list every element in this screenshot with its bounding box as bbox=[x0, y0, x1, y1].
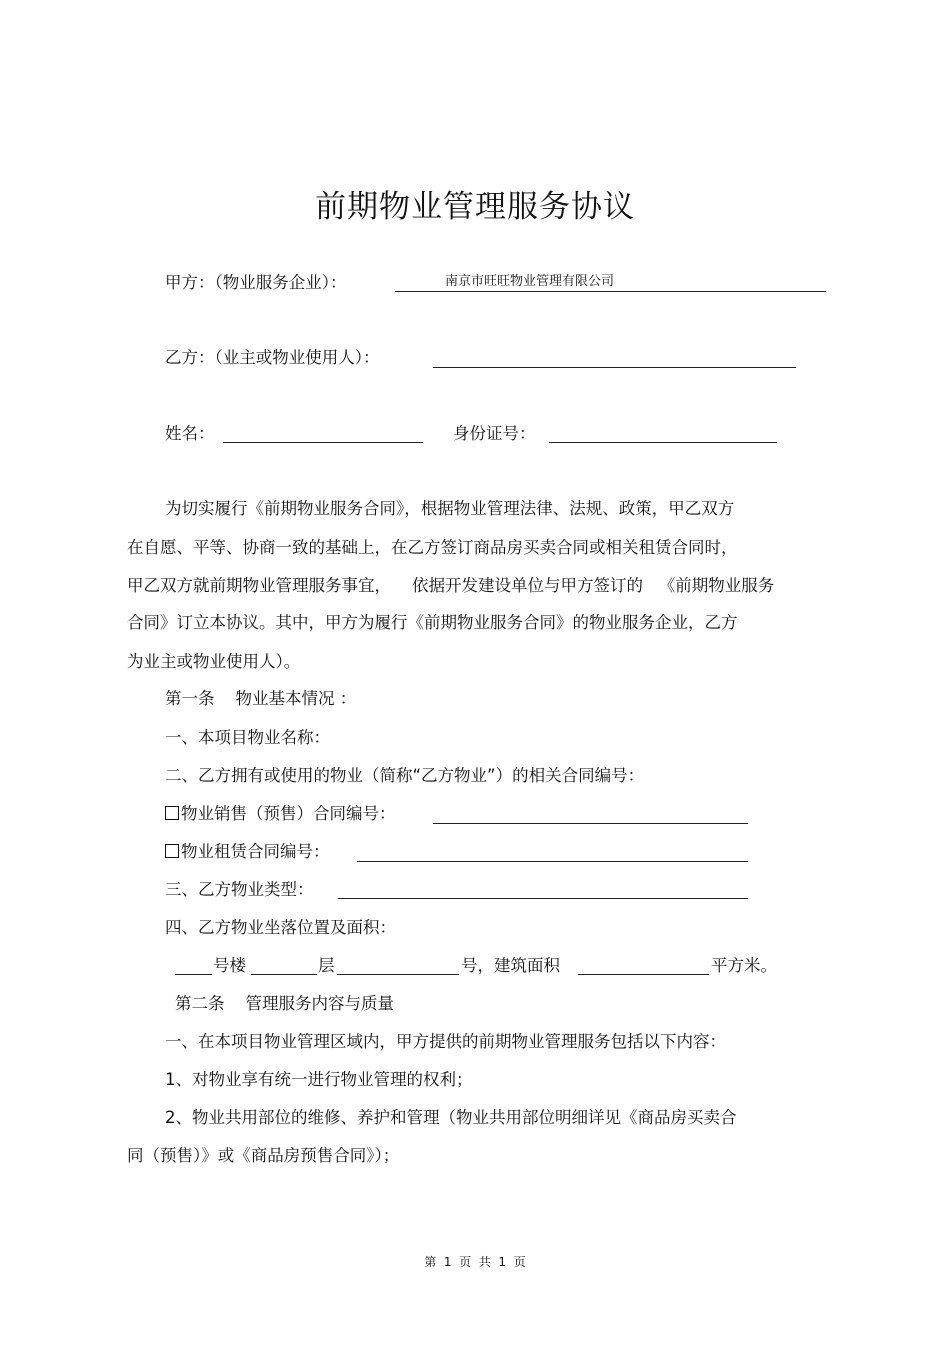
article-1-item-3: 三、乙方物业类型： bbox=[165, 880, 314, 899]
article-2-point-1: 1、对物业享有统一进行物业管理的权利； bbox=[165, 1070, 473, 1089]
document-title: 前期物业管理服务协议 bbox=[315, 189, 635, 225]
article-2-point-2-line-2: 同（预售）》或《商品房预售合同》）； bbox=[127, 1146, 400, 1165]
party-b-label: 乙方：（业主或物业使用人）： bbox=[165, 348, 380, 367]
intro-line-5: 为业主或物业使用人）。 bbox=[127, 652, 301, 671]
building-number-field[interactable] bbox=[175, 974, 212, 975]
article-1-heading: 第一条 物业基本情况 ： bbox=[165, 689, 357, 708]
article-2-heading: 第二条 管理服务内容与质量 bbox=[175, 994, 394, 1013]
intro-line-3: 甲乙双方就前期物业管理服务事宜， 依据开发建设单位与甲方签订的 《前期物业服务 bbox=[127, 576, 775, 595]
sale-contract-row bbox=[165, 804, 396, 824]
article-1-item-1: 一、本项目物业名称： bbox=[165, 728, 330, 747]
area-field[interactable] bbox=[578, 974, 709, 975]
lease-contract-row bbox=[165, 842, 330, 862]
area-suffix: 平方米。 bbox=[711, 956, 777, 975]
id-number-label: 身份证号： bbox=[453, 424, 536, 443]
intro-line-1: 为切实履行《前期物业服务合同》，根据物业管理法律、法规、政策，甲乙双方 bbox=[165, 499, 735, 518]
room-suffix: 号，建筑面积 bbox=[461, 956, 560, 975]
party-a-underline bbox=[395, 291, 826, 292]
name-field[interactable] bbox=[223, 442, 423, 443]
name-label: 姓名： bbox=[165, 424, 215, 443]
floor-suffix: 层 bbox=[318, 956, 335, 975]
article-1-item-2: 二、乙方拥有或使用的物业（简称“乙方物业”）的相关合同编号： bbox=[165, 766, 645, 785]
party-a-label: 甲方：（物业服务企业）： bbox=[165, 273, 347, 292]
party-b-field[interactable] bbox=[433, 367, 796, 368]
lease-contract-label: 物业租赁合同编号： bbox=[181, 842, 330, 861]
sale-contract-label: 物业销售（预售）合同编号： bbox=[181, 804, 396, 823]
id-number-field[interactable] bbox=[549, 442, 777, 443]
lease-contract-field[interactable] bbox=[357, 861, 748, 862]
intro-line-4: 合同》订立本协议。其中，甲方为履行《前期物业服务合同》的物业服务企业，乙方 bbox=[127, 613, 738, 632]
party-a-value[interactable]: 南京市旺旺物业管理有限公司 bbox=[445, 274, 615, 289]
lease-contract-checkbox[interactable] bbox=[165, 844, 179, 858]
building-suffix: 号楼 bbox=[213, 956, 246, 975]
room-number-field[interactable] bbox=[337, 974, 459, 975]
article-2-item-1: 一、在本项目物业管理区域内，甲方提供的前期物业管理服务包括以下内容： bbox=[165, 1032, 726, 1051]
sale-contract-field[interactable] bbox=[433, 823, 748, 824]
intro-line-2: 在自愿、平等、协商一致的基础上，在乙方签订商品房买卖合同或相关租赁合同时， bbox=[127, 538, 738, 557]
page-footer: 第 1 页 共 1 页 bbox=[424, 1255, 526, 1269]
property-type-field[interactable] bbox=[338, 898, 748, 899]
article-2-point-2-line-1: 2、物业共用部位的维修、养护和管理（物业共用部位明细详见《商品房买卖合 bbox=[165, 1108, 737, 1127]
floor-field[interactable] bbox=[251, 974, 317, 975]
sale-contract-checkbox[interactable] bbox=[165, 806, 179, 820]
article-1-item-4: 四、乙方物业坐落位置及面积： bbox=[165, 918, 396, 937]
